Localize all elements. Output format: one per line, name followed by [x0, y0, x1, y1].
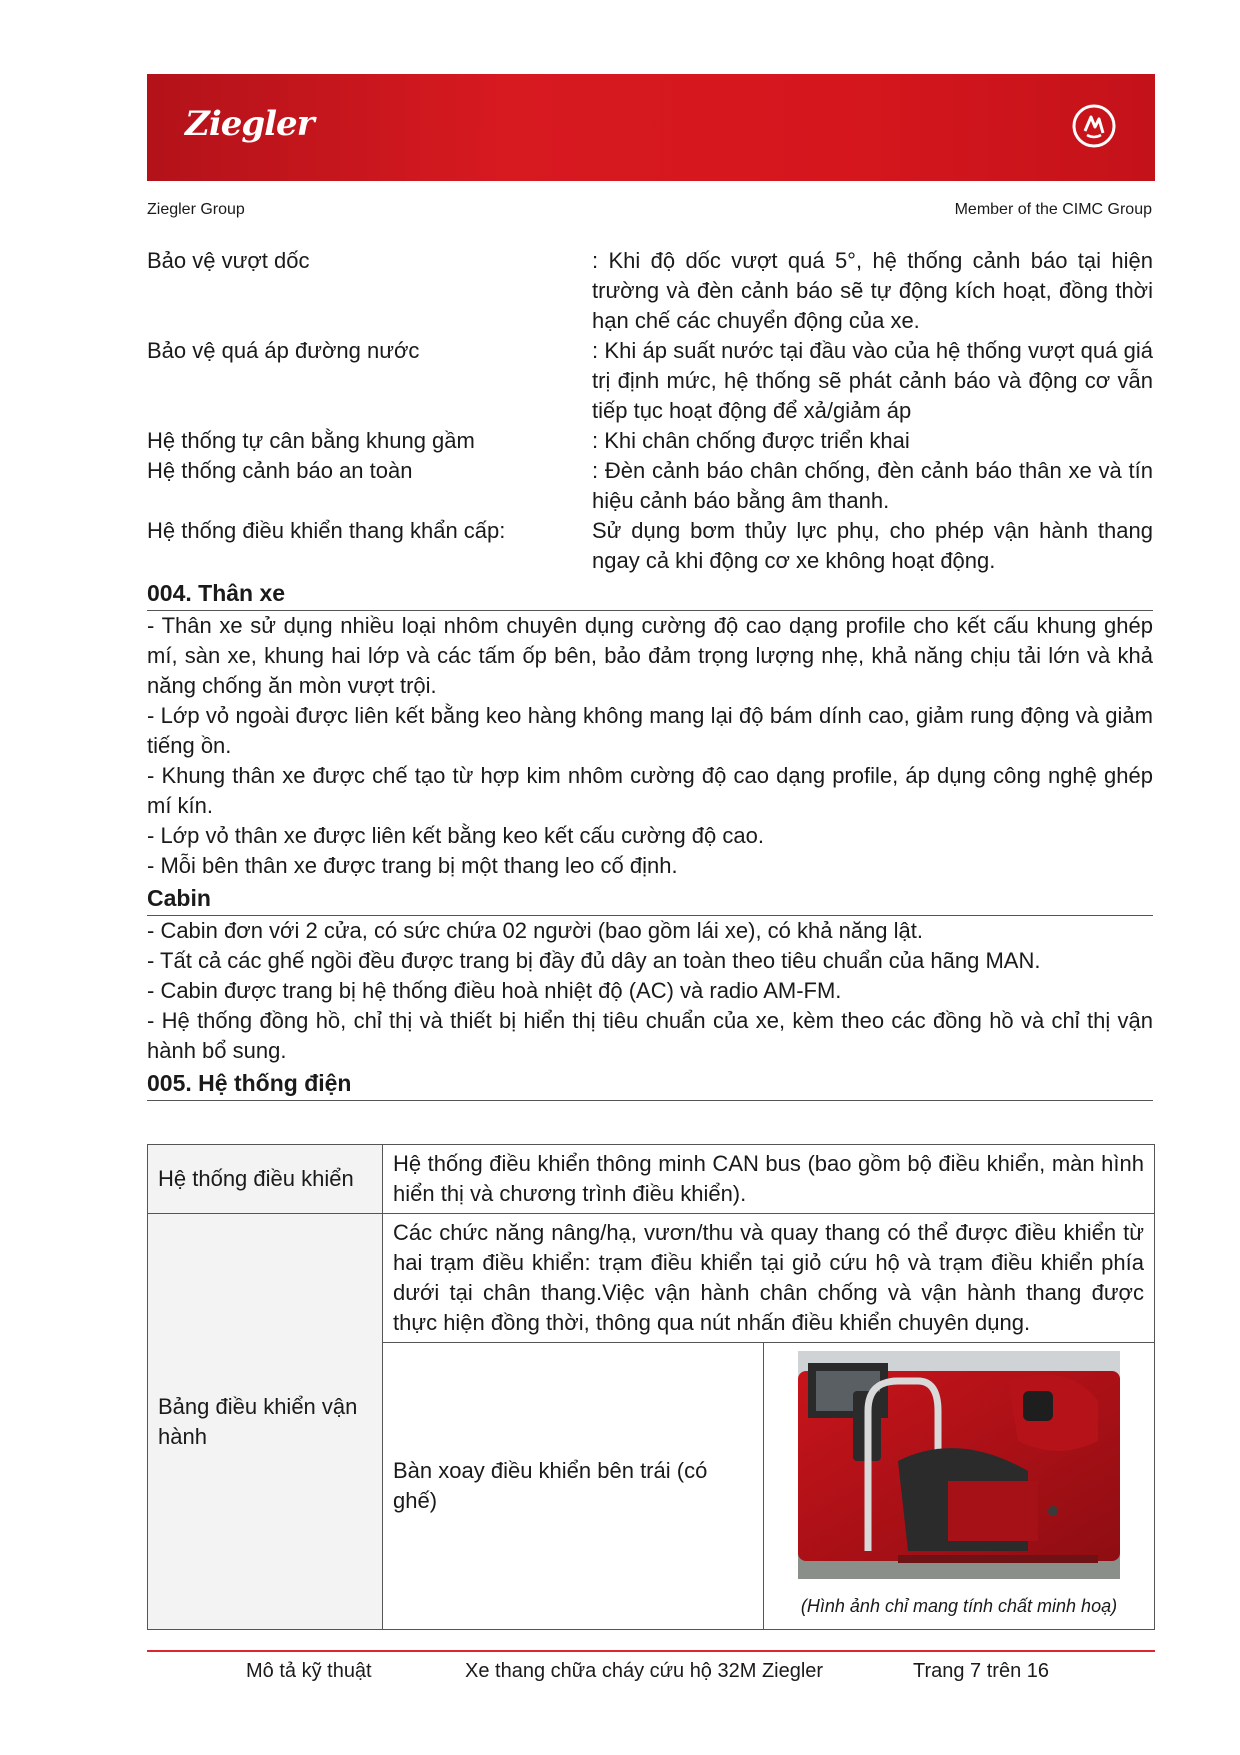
section-title-electric: 005. Hệ thống điện	[147, 1068, 1153, 1101]
photo-cell	[764, 1343, 1155, 1630]
spec-row	[147, 246, 1153, 336]
table-value-turntable: Bàn xoay điều khiển bên trái (có ghế)	[383, 1343, 764, 1630]
body-line: - Lớp vỏ thân xe được liên kết bằng keo kết cấu cường độ cao.	[147, 823, 764, 848]
spec-value: : Khi chân chống được triển khai	[592, 428, 910, 453]
table-row	[148, 1145, 1155, 1214]
cimc-emblem-icon	[1071, 103, 1117, 149]
footer-divider	[147, 1650, 1155, 1652]
spec-value: : Khi độ dốc vượt quá 5°, hệ thống cảnh báo tại hiện trường và đèn cảnh báo sẽ tự động kích hoạt, đồng thời hạn chế các chuyển động của xe.	[592, 248, 1153, 333]
table-label-control-system: Hệ thống điều khiển	[148, 1145, 383, 1214]
body-line: - Thân xe sử dụng nhiều loại nhôm chuyên dụng cường độ cao dạng profile cho kết cấu khung ghép mí, sàn xe, khung hai lớp và các tấm ốp bên, bảo đảm trọng lượng nhẹ, khả năng chịu tải lớn và khả năng chống ăn mòn vượt trội.	[147, 613, 1153, 698]
header-group-name: Ziegler Group	[147, 201, 245, 218]
spec-label: Bảo vệ quá áp đường nước	[147, 338, 420, 363]
table-value-control-system: Hệ thống điều khiển thông minh CAN bus (bao gồm bộ điều khiển, màn hình hiển thị và chương trình điều khiển).	[383, 1145, 1155, 1214]
spec-row	[147, 516, 1153, 576]
header-banner	[147, 74, 1155, 181]
spec-row	[147, 426, 1153, 456]
table-row	[148, 1214, 1155, 1343]
photo-caption: (Hình ảnh chỉ mang tính chất minh hoạ)	[800, 1596, 1118, 1616]
cabin-line: - Tất cả các ghế ngồi đều được trang bị đầy đủ dây an toàn theo tiêu chuẩn của hãng MAN.	[147, 948, 1041, 973]
footer-doc-type: Mô tả kỹ thuật	[246, 1660, 372, 1682]
table-value-control-panel: Các chức năng nâng/hạ, vươn/thu và quay thang có thể được điều khiển từ hai trạm điều khiển: trạm điều khiển tại giỏ cứu hộ và trạm điều khiển phía dưới tại chân thang.Việc vận hành chân chống và vận hành thang được thực hiện đồng thời, thông qua nút nhấn điều khiển chuyên dụng.	[383, 1214, 1155, 1343]
section-title-cabin: Cabin	[147, 883, 1153, 916]
spec-label: Bảo vệ vượt dốc	[147, 248, 310, 273]
spec-label: Hệ thống điều khiển thang khẩn cấp:	[147, 518, 506, 543]
spec-label: Hệ thống cảnh báo an toàn	[147, 458, 413, 483]
body-line: - Lớp vỏ ngoài được liên kết bằng keo hàng không mang lại độ bám dính cao, giảm rung động và giảm tiếng ồn.	[147, 703, 1153, 758]
cabin-line: - Cabin đơn với 2 cửa, có sức chứa 02 người (bao gồm lái xe), có khả năng lật.	[147, 918, 924, 943]
body-line: - Khung thân xe được chế tạo từ hợp kim nhôm cường độ cao dạng profile, áp dụng công nghệ ghép mí kín.	[147, 763, 1153, 818]
footer-page-number: Trang 7 trên 16	[913, 1660, 1050, 1682]
spec-row	[147, 336, 1153, 426]
spec-row	[147, 456, 1153, 516]
control-panel-photo	[798, 1351, 1120, 1579]
header-member-text: Member of the CIMC Group	[954, 201, 1152, 218]
footer-doc-title: Xe thang chữa cháy cứu hộ 32M Ziegler	[465, 1660, 824, 1682]
table-label-control-panel: Bảng điều khiển vận hành	[148, 1214, 383, 1630]
cabin-line: - Hệ thống đồng hồ, chỉ thị và thiết bị hiển thị tiêu chuẩn của xe, kèm theo các đồng hồ và chỉ thị vận hành bổ sung.	[147, 1008, 1153, 1063]
body-line: - Mỗi bên thân xe được trang bị một thang leo cố định.	[147, 853, 678, 878]
spec-value: Sử dụng bơm thủy lực phụ, cho phép vận hành thang ngay cả khi động cơ xe không hoạt động.	[592, 518, 1153, 573]
spec-value: : Đèn cảnh báo chân chống, đèn cảnh báo thân xe và tín hiệu cảnh báo bằng âm thanh.	[592, 458, 1153, 513]
document-content	[147, 246, 1153, 1101]
ziegler-logo: Ziegler	[185, 104, 314, 144]
spec-label: Hệ thống tự cân bằng khung gầm	[147, 428, 475, 453]
section-title-body: 004. Thân xe	[147, 578, 1153, 611]
spec-value: : Khi áp suất nước tại đầu vào của hệ thống vượt quá giá trị định mức, hệ thống sẽ phát cảnh báo và động cơ vẫn tiếp tục hoạt động để xả/giảm áp	[592, 338, 1153, 423]
cabin-line: - Cabin được trang bị hệ thống điều hoà nhiệt độ (AC) và radio AM-FM.	[147, 978, 842, 1003]
electric-spec-table	[147, 1144, 1155, 1630]
